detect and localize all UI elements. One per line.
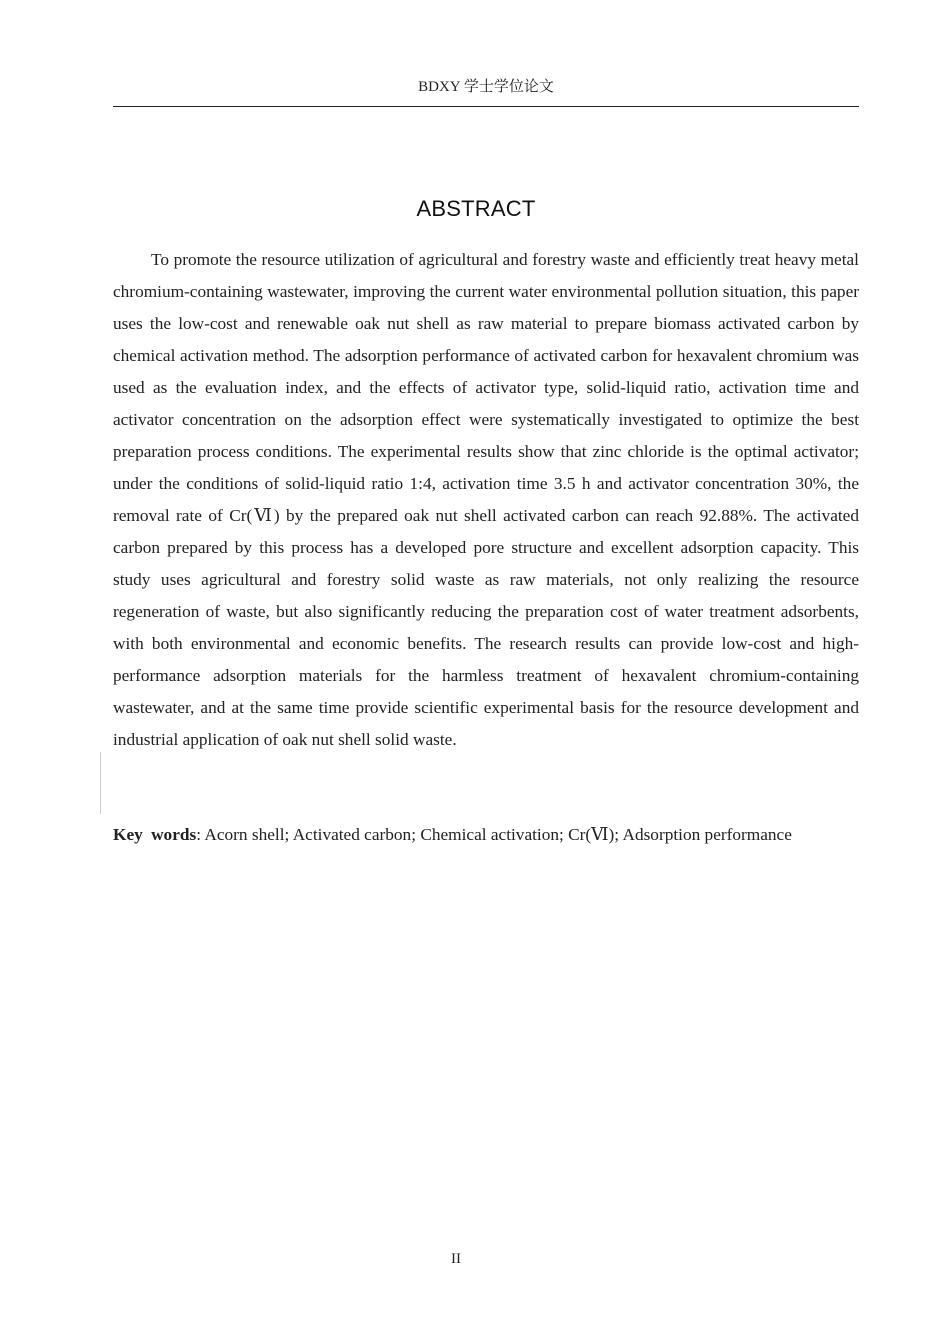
keywords-separator: : bbox=[196, 825, 205, 844]
margin-change-marker bbox=[100, 752, 101, 814]
running-header: BDXY 学士学位论文 bbox=[418, 79, 554, 95]
header-rule bbox=[113, 106, 859, 107]
abstract-body: To promote the resource utilization of agricultural and forestry waste and efficiently treat heavy metal chromium-containing wastewater, improving the current water environmental pollution situation, this paper uses the low-cost and renewable oak nut shell as raw material to prepare biomass activated carbon by chemical activation method. The adsorption performance of activated carbon for hexavalent chromium was used as the evaluation index, and the effects of activator type, solid-liquid ratio, activation time and activator concentration on the adsorption effect were systematically investigated to optimize the best preparation process conditions. The experimental results show that zinc chloride is the optimal activator; under the conditions of solid-liquid ratio 1:4, activation time 3.5 h and activator concentration 30%, the removal rate of Cr(Ⅵ) by the prepared oak nut shell activated carbon can reach 92.88%. The activated carbon prepared by this process has a developed pore structure and excellent adsorption capacity. This study uses agricultural and forestry solid waste as raw materials, not only realizing the resource regeneration of waste, but also significantly reducing the preparation cost of water treatment adsorbents, with both environmental and economic benefits. The research results can provide low-cost and high-performance adsorption materials for the harmless treatment of hexavalent chromium-containing wastewater, and at the same time provide scientific experimental basis for the resource development and industrial application of oak nut shell solid waste. bbox=[113, 250, 859, 749]
page-number: II bbox=[451, 1251, 461, 1267]
abstract-title: ABSTRACT bbox=[416, 195, 536, 221]
keywords-text: Acorn shell; Activated carbon; Chemical activation; Cr(Ⅵ); Adsorption performance bbox=[204, 825, 792, 844]
keywords-label: Key words bbox=[113, 825, 197, 844]
keywords-paragraph bbox=[113, 819, 859, 851]
